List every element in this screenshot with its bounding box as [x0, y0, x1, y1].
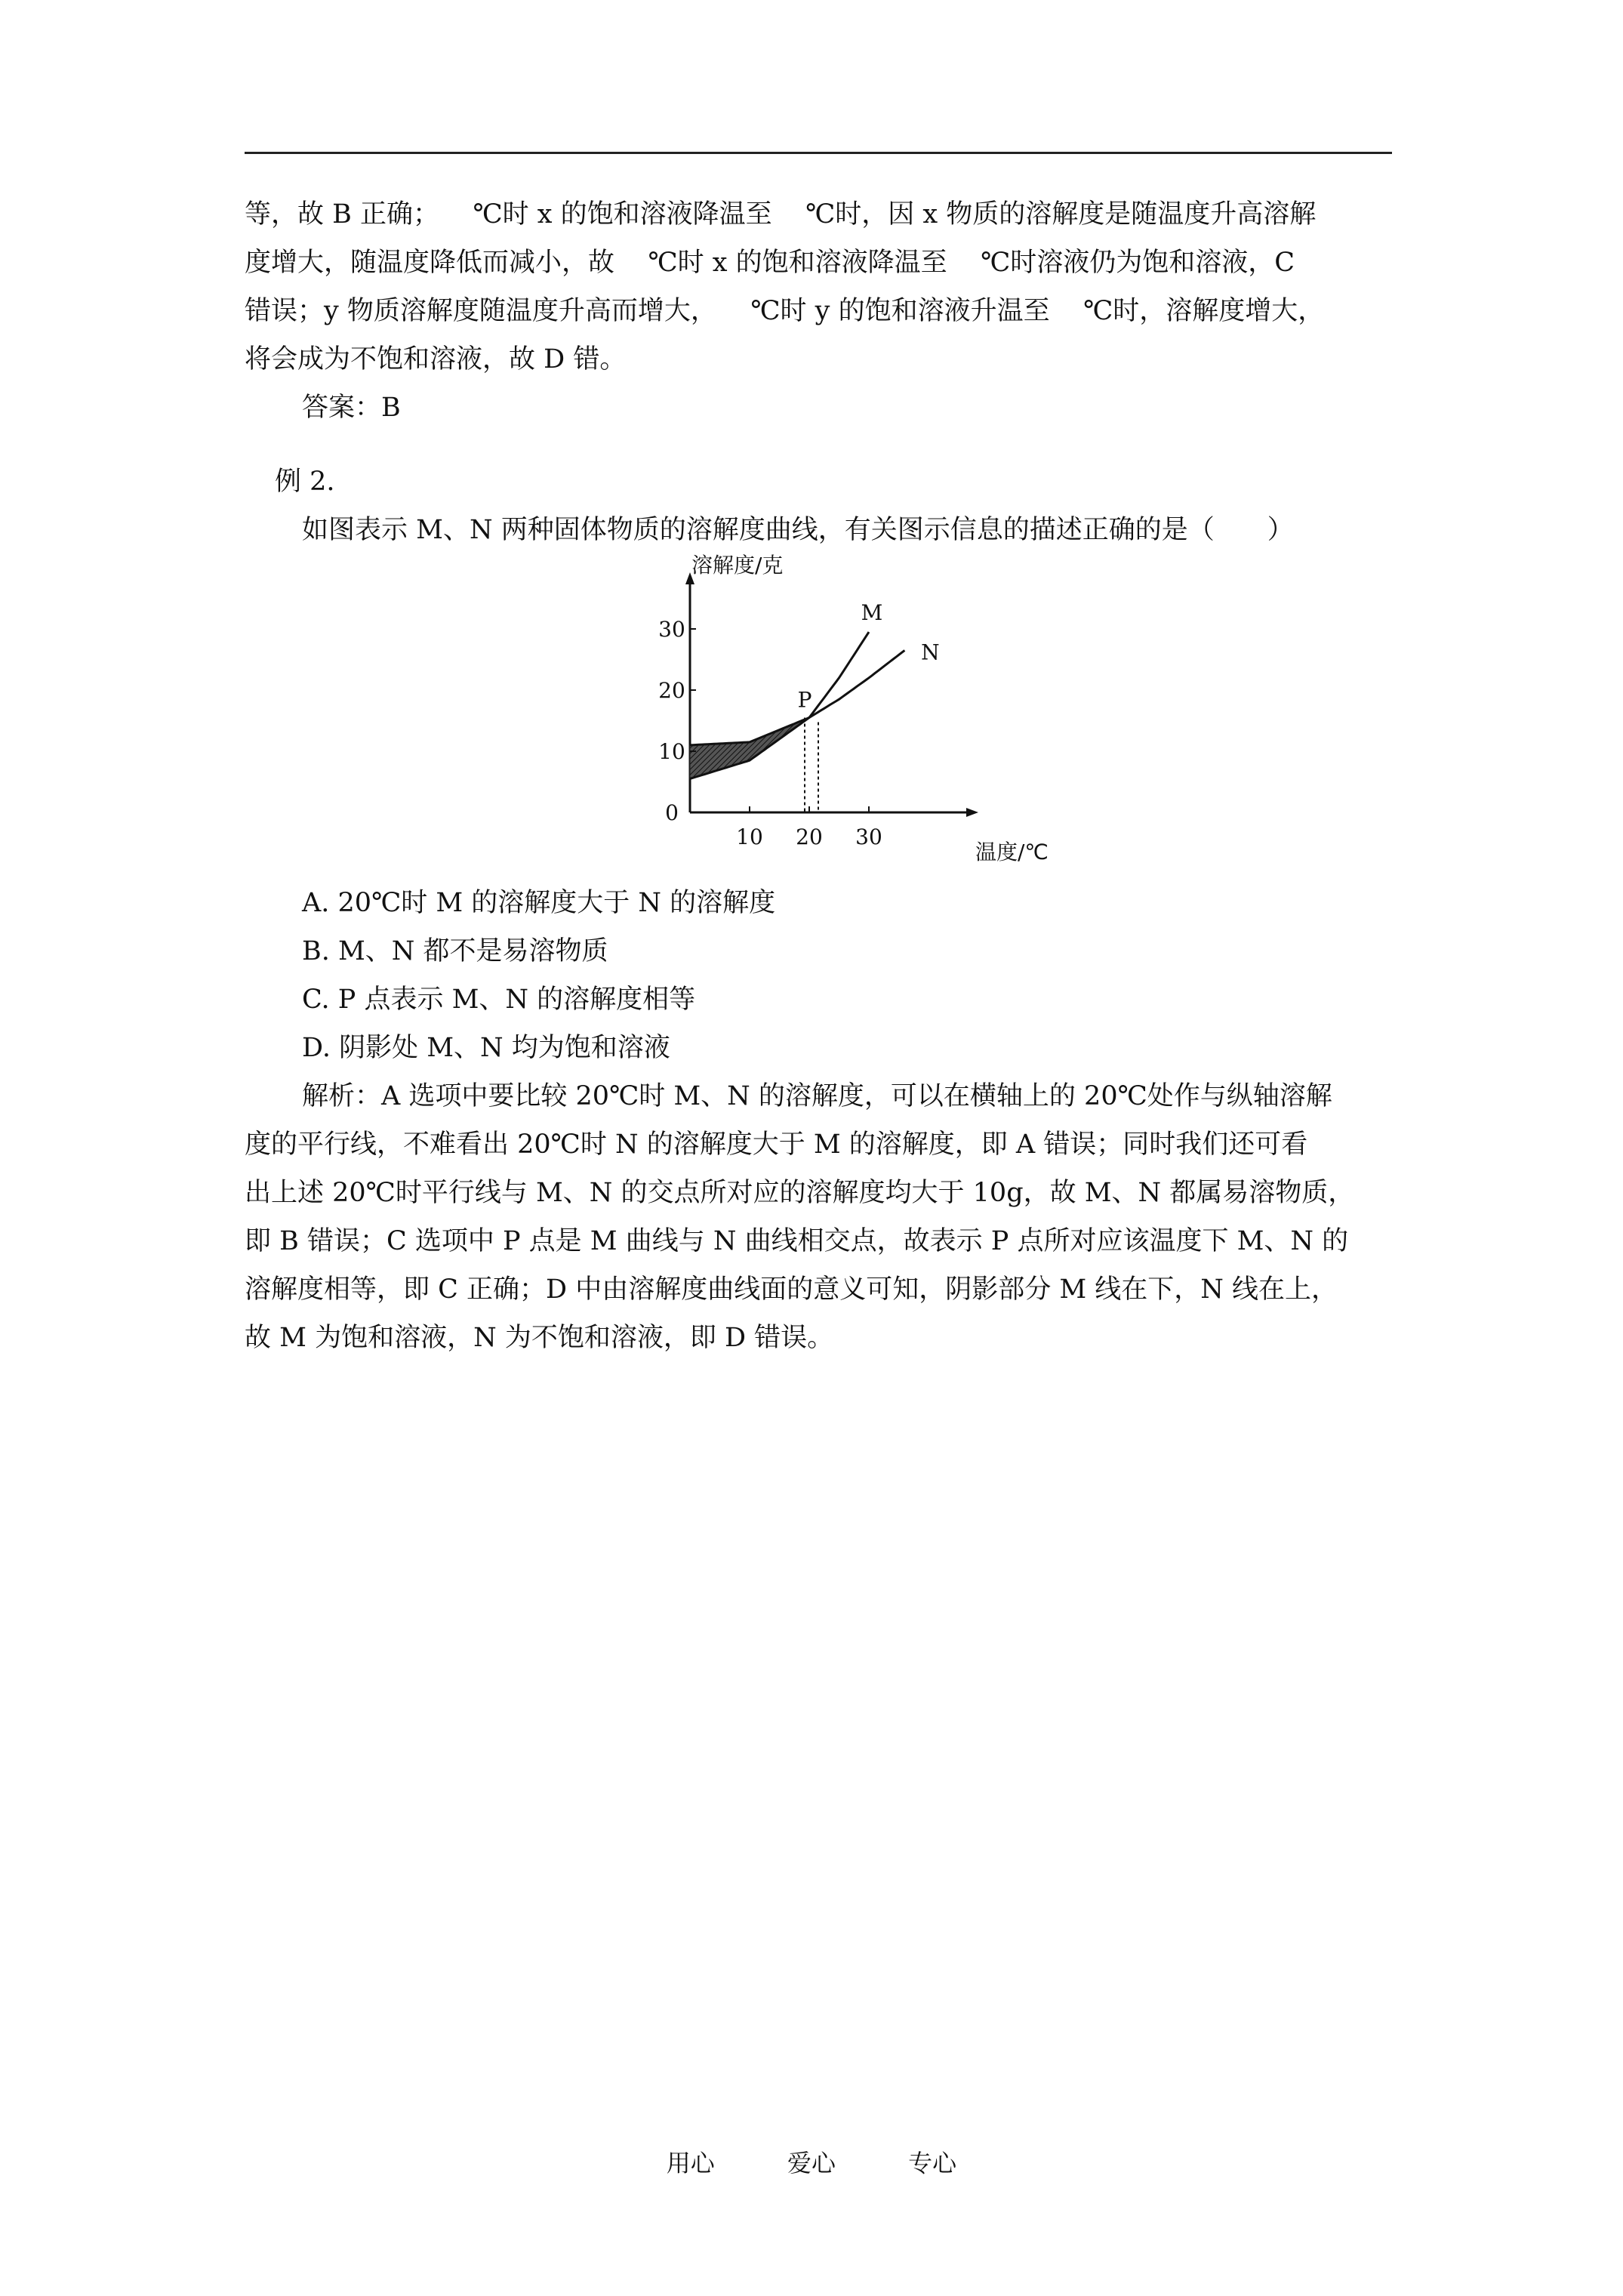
- option-d: D. 阴影处 M、N 均为饱和溶液: [302, 1033, 670, 1063]
- x-axis-arrow: [966, 808, 978, 817]
- continuation-line: 将会成为不饱和溶液，故 D 错。: [245, 344, 627, 374]
- x-tick-label: 20: [796, 824, 823, 849]
- y-tick-label: 0: [665, 800, 679, 825]
- footer-item: 专心: [908, 2149, 957, 2177]
- x-tick-label: 10: [736, 824, 763, 849]
- option-a: A. 20℃时 M 的溶解度大于 N 的溶解度: [302, 888, 776, 918]
- analysis-line: 出上述 20℃时平行线与 M、N 的交点所对应的溶解度均大于 10g，故 M、N 都属易溶物质，: [245, 1178, 1355, 1208]
- analysis-line: 故 M 为饱和溶液，N 为不饱和溶液，即 D 错误。: [245, 1323, 834, 1353]
- continuation-line: 等，故 B 正确； ℃时 x 的饱和溶液降温至 ℃时，因 x 物质的溶解度是随温度升高溶解: [245, 199, 1317, 230]
- y-tick-label: 30: [658, 617, 685, 642]
- analysis-line: 度的平行线，不难看出 20℃时 N 的溶解度大于 M 的溶解度，即 A 错误；同时我们还可看: [245, 1130, 1308, 1160]
- y-tick-label: 20: [658, 678, 685, 703]
- option-b: B. M、N 都不是易溶物质: [302, 936, 608, 966]
- solubility-chart: [245, 553, 1392, 879]
- question-text: 如图表示 M、N 两种固体物质的溶解度曲线，有关图示信息的描述正确的是（ ）: [302, 515, 1294, 545]
- solubility-chart-svg: [630, 553, 1049, 879]
- example-label: 例 2.: [275, 467, 335, 497]
- answer-line: 答案：B: [302, 393, 401, 423]
- analysis-line: 即 B 错误；C 选项中 P 点是 M 曲线与 N 曲线相交点，故表示 P 点所对应该温度下 M、N 的: [245, 1226, 1349, 1256]
- footer-item: 用心: [666, 2149, 715, 2177]
- analysis-line: 解析：A 选项中要比较 20℃时 M、N 的溶解度，可以在横轴上的 20℃处作与纵轴溶解: [302, 1081, 1332, 1111]
- continuation-line: 度增大，随温度降低而减小，故 ℃时 x 的饱和溶液降温至 ℃时溶液仍为饱和溶液，C: [245, 248, 1295, 278]
- option-c: C. P 点表示 M、N 的溶解度相等: [302, 985, 696, 1015]
- analysis-line: 溶解度相等，即 C 正确；D 中由溶解度曲线面的意义可知，阴影部分 M 线在下，N 线在上，: [245, 1274, 1338, 1305]
- y-axis-label: 溶解度/克: [691, 553, 784, 578]
- header-rule: [245, 152, 1392, 154]
- point-label-p: P: [797, 687, 812, 713]
- page-footer: [0, 2144, 1623, 2179]
- series-label-m: M: [861, 600, 883, 626]
- footer-item: 爱心: [787, 2149, 836, 2177]
- y-tick-label: 10: [658, 739, 685, 764]
- shaded-region: [690, 717, 809, 778]
- options-list: [245, 879, 1392, 1072]
- continuation-line: 错误；y 物质溶解度随温度升高而增大， ℃时 y 的饱和溶液升温至 ℃时，溶解度增大，: [245, 296, 1325, 326]
- page-content: [245, 190, 1392, 1362]
- x-tick-label: 30: [855, 824, 882, 849]
- x-axis-label: 温度/℃: [975, 840, 1049, 864]
- series-label-n: N: [921, 639, 940, 665]
